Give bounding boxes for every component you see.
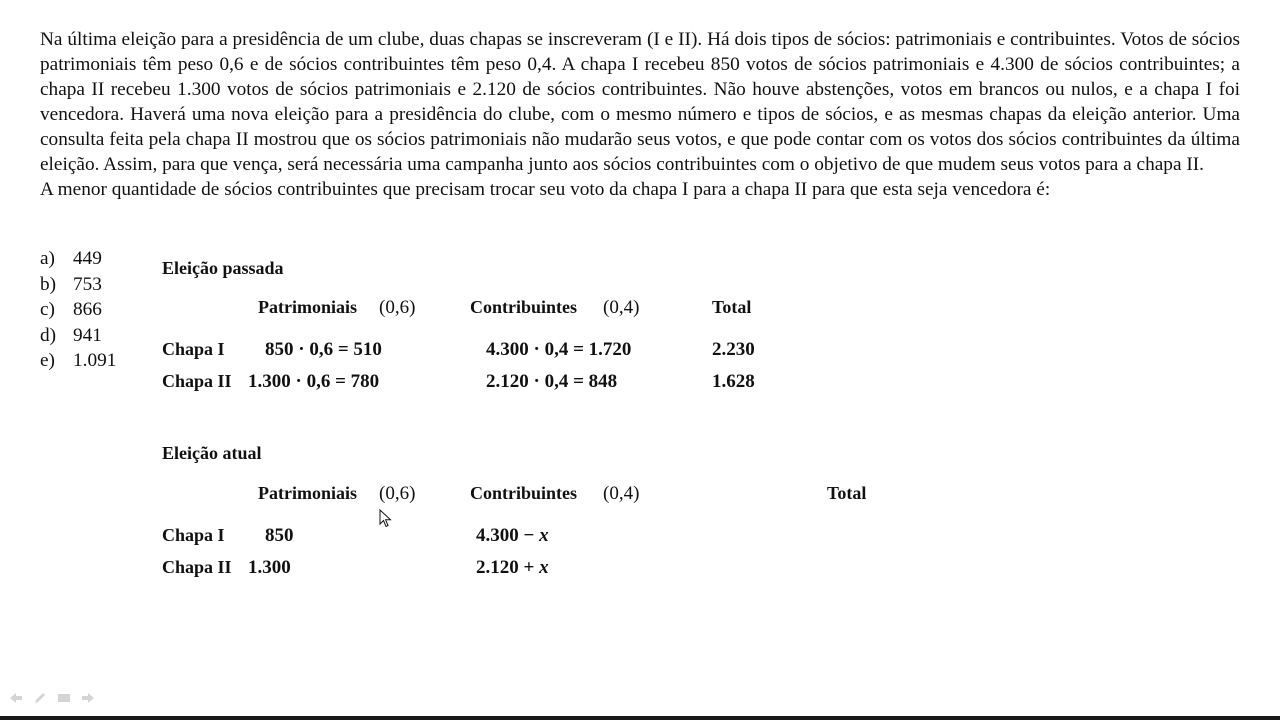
past-col-total: Total (712, 297, 752, 317)
option-value: 941 (73, 324, 102, 346)
current-col-patrimoniais: Patrimoniais (258, 483, 357, 503)
current-weight-contribuintes: (0,4) (603, 483, 640, 504)
option-letter: a) (40, 248, 55, 269)
mouse-cursor-icon (379, 509, 393, 529)
option-b (40, 272, 116, 298)
past-weight-patrimoniais: (0,6) (379, 297, 416, 318)
contribuintes-base: 4.300 − (476, 525, 540, 546)
slides-icon[interactable] (56, 690, 72, 706)
past-weight-contribuintes: (0,4) (603, 297, 640, 318)
past-row-contribuintes: 4.300 · 0,4 = 1.720 (486, 339, 632, 360)
past-row-label: Chapa II (162, 371, 232, 391)
presentation-toolbar (8, 690, 96, 706)
current-row-label: Chapa I (162, 525, 225, 545)
current-row-contribuintes (476, 557, 549, 579)
past-row-patrimoniais: 850 · 0,6 = 510 (265, 339, 382, 360)
current-row-patrimoniais: 1.300 (248, 557, 291, 578)
option-letter: c) (40, 299, 55, 320)
option-value: 449 (73, 248, 102, 269)
arrow-left-icon[interactable] (8, 690, 24, 706)
past-row-label: Chapa I (162, 339, 225, 359)
current-election-title: Eleição atual (162, 443, 262, 463)
pen-icon[interactable] (32, 690, 48, 706)
past-row-contribuintes: 2.120 · 0,4 = 848 (486, 371, 618, 392)
past-row-patrimoniais: 1.300 · 0,6 = 780 (248, 371, 380, 392)
option-letter: d) (40, 324, 57, 346)
option-value: 753 (73, 273, 102, 295)
current-row-label: Chapa II (162, 557, 232, 577)
variable-x: x (539, 557, 549, 578)
variable-x: x (539, 525, 549, 546)
current-row-contribuintes (476, 525, 549, 547)
option-value: 866 (73, 299, 102, 320)
past-row-total: 2.230 (712, 339, 755, 360)
option-a (40, 246, 116, 272)
past-row-total: 1.628 (712, 371, 755, 392)
current-col-contribuintes: Contribuintes (470, 483, 578, 503)
answer-options (40, 246, 116, 374)
current-col-total: Total (827, 483, 867, 503)
bottom-border (0, 716, 1280, 720)
past-col-contribuintes: Contribuintes (470, 297, 578, 317)
option-value: 1.091 (73, 350, 117, 371)
option-letter: e) (40, 350, 55, 371)
problem-statement: Na última eleição para a presidência de um clube, duas chapas se inscreveram (I e II). Há dois tipos de sócios: patrimoniais e contribuintes. Votos de sócios patrimoniais têm peso 0,6 e de sócios contribuintes têm peso 0,4. A chapa I recebeu 850 votos de sócios patrimoniais e 4.300 de sócios contribuintes; a chapa II recebeu 1.300 votos de sócios patrimoniais e 2.120 de sócios contribuintes. Não houve abstenções, votos em brancos ou nulos, e a chapa I foi vencedora. Haverá uma nova eleição para a presidência do clube, com o mesmo número e tipos de sócios, e as mesmas chapas da eleição anterior. Uma consulta feita pela chapa II mostrou que os sócios patrimoniais não mudarão seus votos, e que pode contar com os votos dos sócios contribuintes da última eleição. Assim, para que vença, será necessária uma campanha junto aos sócios contribuintes com o objetivo de que mudem seus votos para a chapa II. (40, 29, 1240, 175)
option-d (40, 323, 116, 349)
arrow-right-icon[interactable] (80, 690, 96, 706)
contribuintes-base: 2.120 + (476, 557, 540, 578)
problem-text (40, 27, 1240, 202)
past-election-title: Eleição passada (162, 258, 284, 278)
option-e (40, 348, 116, 374)
problem-question: A menor quantidade de sócios contribuintes que precisam trocar seu voto da chapa I para a chapa II para que esta seja vencedora é: (40, 179, 1051, 200)
current-row-patrimoniais: 850 (265, 525, 294, 546)
option-c (40, 297, 116, 323)
option-letter: b) (40, 273, 57, 295)
past-col-patrimoniais: Patrimoniais (258, 297, 357, 317)
current-weight-patrimoniais: (0,6) (379, 483, 416, 504)
